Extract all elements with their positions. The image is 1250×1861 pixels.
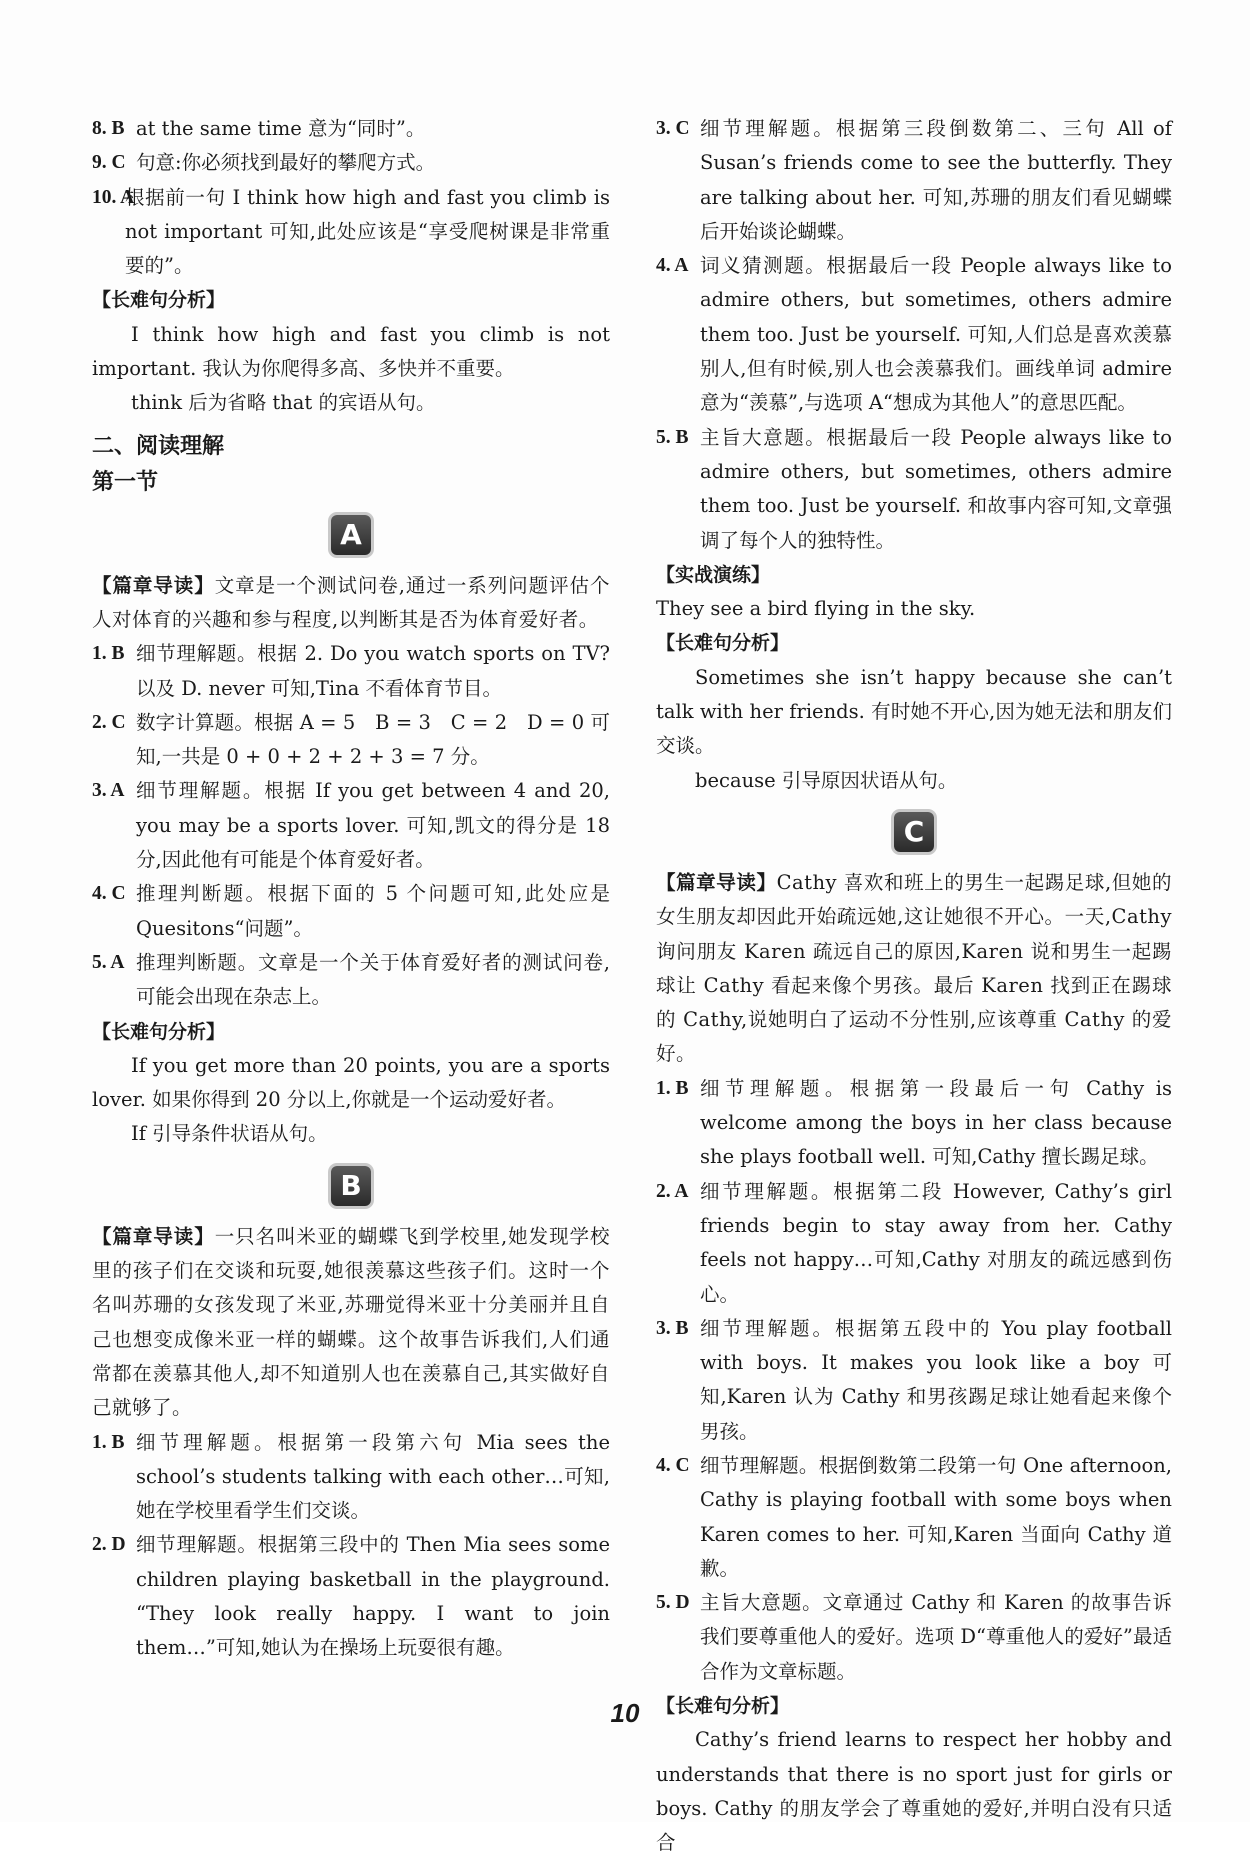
left-column: [92, 112, 610, 1666]
guide-tag: 【篇章导读】: [92, 1224, 215, 1248]
answer-item: [656, 421, 1172, 558]
passage-badge-a: [92, 501, 610, 569]
passage-guide-c: [656, 866, 1172, 1072]
long-sentence-text: If you get more than 20 points, you are a sports lover. 如果你得到 20 分以上,你就是一个运动爱好者。: [92, 1053, 610, 1112]
right-column: [656, 112, 1172, 1861]
passage-badge-c: [656, 798, 1172, 866]
guide-text: 文章是一个测试问卷,通过一系列问题评估个人对体育的兴趣和参与程度,以判断其是否为体育爱好者。: [92, 573, 610, 631]
practice-heading: 【实战演练】: [656, 563, 771, 586]
answer-text: 细节理解题。根据 If you get between 4 and 20, you may be a sports lover. 可知,凯文的得分是 18 分,因此他有可能是个体育爱好者。: [136, 779, 610, 872]
answer-text: 主旨大意题。文章通过 Cathy 和 Karen 的故事告诉我们要尊重他人的爱好。选项 D“尊重他人的爱好”最适合作为文章标题。: [700, 1591, 1172, 1683]
section-subtitle: 第一节: [92, 469, 159, 495]
guide-tag: 【篇章导读】: [92, 573, 215, 597]
answer-text: 细节理解题。根据倒数第二段第一句 One afternoon, Cathy is playing football with some boys when Karen comes to her. 可知,Karen 当面向 Cathy 道歉。: [700, 1453, 1172, 1580]
long-sentence-heading: 【长难句分析】: [656, 632, 790, 655]
long-sentence-note: If 引导条件状语从句。: [131, 1122, 328, 1146]
answer-text: 细节理解题。根据第三段中的 Then Mia sees some children playing basketball in the playground. “They look really happy. I want to join them…”可知,她认为在操场上玩耍很有趣。: [136, 1533, 610, 1660]
guide-tag: 【篇章导读】: [656, 870, 777, 894]
guide-text: 一只名叫米亚的蝴蝶飞到学校里,她发现学校里的孩子们在交谈和玩耍,她很羡慕这些孩子们。这时一个名叫苏珊的女孩发现了米亚,苏珊觉得米亚十分美丽并且自己也想变成像米亚一样的蝴蝶。这个故事告诉我们,人们通常都在羡慕其他人,却不知道别人也在羡慕自己,其实做好自己就够了。: [92, 1224, 610, 1420]
answer-text: 细节理解题。根据第三段倒数第二、三句 All of Susan’s friends come to see the butterfly. They are talking about her. 可知,苏珊的朋友们看见蝴蝶后开始谈论蝴蝶。: [700, 117, 1172, 243]
answer-number: 1. B: [656, 1077, 689, 1099]
section-title: 二、阅读理解: [92, 433, 225, 459]
long-sentence-note: think 后为省略 that 的宾语从句。: [131, 391, 436, 415]
passage-label: C: [894, 812, 934, 852]
answer-text: 细节理解题。根据 2. Do you watch sports on TV? 以及 D. never 可知,Tina 不看体育节目。: [136, 642, 610, 700]
answer-text: 细节理解题。根据第二段 However, Cathy’s girl friends begin to stay away from her. Cathy feels not happy…可知,Cathy 对朋友的疏远感到伤心。: [700, 1179, 1172, 1306]
long-sentence-heading: 【长难句分析】: [92, 289, 226, 312]
long-sentence-note: because 引导原因状语从句。: [695, 768, 958, 792]
answer-text: 主旨大意题。根据最后一段 People always like to admire others, but sometimes, others admire them too. Just be yourself. 和故事内容可知,文章强调了每个人的独特性。: [700, 425, 1172, 552]
long-sentence-heading: 【长难句分析】: [92, 1020, 226, 1043]
answer-text: 推理判断题。根据下面的 5 个问题可知,此处应是 Quesitons“问题”。: [136, 882, 610, 940]
answer-item: [92, 112, 610, 146]
answer-number: 9. C: [92, 152, 126, 174]
long-sentence-text: Cathy’s friend learns to respect her hobby and understands that there is no sport just for girls or boys. Cathy 的朋友学会了尊重她的爱好,并明白没有只适合: [656, 1728, 1172, 1855]
long-sentence-heading: 【长难句分析】: [656, 1695, 790, 1718]
answer-item: [92, 706, 610, 775]
answer-item: [656, 1586, 1172, 1689]
practice-text: They see a bird flying in the sky.: [656, 597, 976, 621]
long-sentence-text: Sometimes she isn’t happy because she can’t talk with her friends. 有时她不开心,因为她无法和朋友们交谈。: [656, 665, 1172, 758]
answer-item: [92, 146, 610, 180]
answer-number: 2. A: [656, 1180, 689, 1202]
answer-number: 3. A: [92, 780, 125, 802]
guide-text: Cathy 喜欢和班上的男生一起踢足球,但她的女生朋友却因此开始疏远她,这让她很不开心。一天,Cathy 询问朋友 Karen 疏远自己的原因,Karen 说和男生一起踢球让 Cathy 看起来像个男孩。最后 Karen 找到正在踢球的 Cathy,说她明白了运动不分性别,应该尊重 Cathy 的爱好。: [656, 870, 1172, 1066]
long-sentence-text: I think how high and fast you climb is not important. 我认为你爬得多高、多快并不重要。: [92, 322, 610, 381]
answer-number: 5. B: [656, 426, 689, 448]
passage-label: A: [331, 515, 371, 555]
answer-number: 2. C: [92, 711, 126, 733]
answer-item: [92, 1528, 610, 1665]
answer-number: 5. A: [92, 951, 125, 973]
answer-item: [92, 774, 610, 877]
answer-item: [656, 1449, 1172, 1586]
answer-number: 1. B: [92, 1431, 125, 1453]
answer-item: [656, 249, 1172, 420]
answer-number: 3. B: [656, 1317, 689, 1339]
answer-text: 根据前一句 I think how high and fast you climb is not important 可知,此处应该是“享受爬树课是非常重要的”。: [125, 185, 610, 278]
answer-text: 细节理解题。根据第五段中的 You play football with boys. It makes you look like a boy 可知,Karen 认为 Cathy 和男孩踢足球让她看起来像个男孩。: [700, 1316, 1172, 1443]
answer-number: 8. B: [92, 118, 125, 139]
answer-number: 4. C: [92, 883, 126, 905]
answer-item: [92, 181, 610, 284]
answer-item: [656, 1175, 1172, 1312]
page-number: 10: [610, 1698, 640, 1728]
passage-badge-b: [92, 1152, 610, 1220]
answer-text: 数字计算题。根据 A = 5 B = 3 C = 2 D = 0 可知,一共是 0 + 0 + 2 + 2 + 3 = 7 分。: [136, 710, 610, 769]
answer-item: [656, 112, 1172, 249]
answer-item: [92, 637, 610, 706]
passage-label: B: [331, 1166, 371, 1206]
answer-text: 句意:你必须找到最好的攀爬方式。: [136, 151, 436, 175]
answer-text: 词义猜测题。根据最后一段 People always like to admire others, but sometimes, others admire them too. Just be yourself. 可知,人们总是喜欢羡慕别人,但有时候,别人也会羡慕我们。画线单词 admire 意为“羡慕”,与选项 A“想成为其他人”的意思匹配。: [700, 254, 1172, 415]
answer-item: [656, 1072, 1172, 1175]
answer-number: 5. D: [656, 1592, 690, 1614]
answer-item: [92, 1426, 610, 1529]
answer-text: 推理判断题。文章是一个关于体育爱好者的测试问卷,可能会出现在杂志上。: [136, 950, 610, 1009]
answer-number: 4. C: [656, 1454, 690, 1476]
answer-number: 10. A: [92, 186, 135, 208]
answer-item: [92, 946, 610, 1015]
answer-item: [92, 877, 610, 946]
answer-number: 4. A: [656, 255, 689, 277]
answer-text: 细节理解题。根据第一段第六句 Mia sees the school’s students talking with each other…可知,她在学校里看学生们交谈。: [136, 1430, 610, 1523]
passage-guide-b: [92, 1220, 610, 1426]
answer-number: 3. C: [656, 118, 690, 139]
answer-item: [656, 1312, 1172, 1449]
answer-number: 2. D: [92, 1534, 126, 1556]
answer-number: 1. B: [92, 643, 125, 665]
passage-guide-a: [92, 569, 610, 638]
answer-text: 细节理解题。根据第一段最后一句 Cathy is welcome among the boys in her class because she plays football well. 可知,Cathy 擅长踢足球。: [700, 1076, 1172, 1169]
answer-text: at the same time 意为“同时”。: [136, 117, 426, 140]
